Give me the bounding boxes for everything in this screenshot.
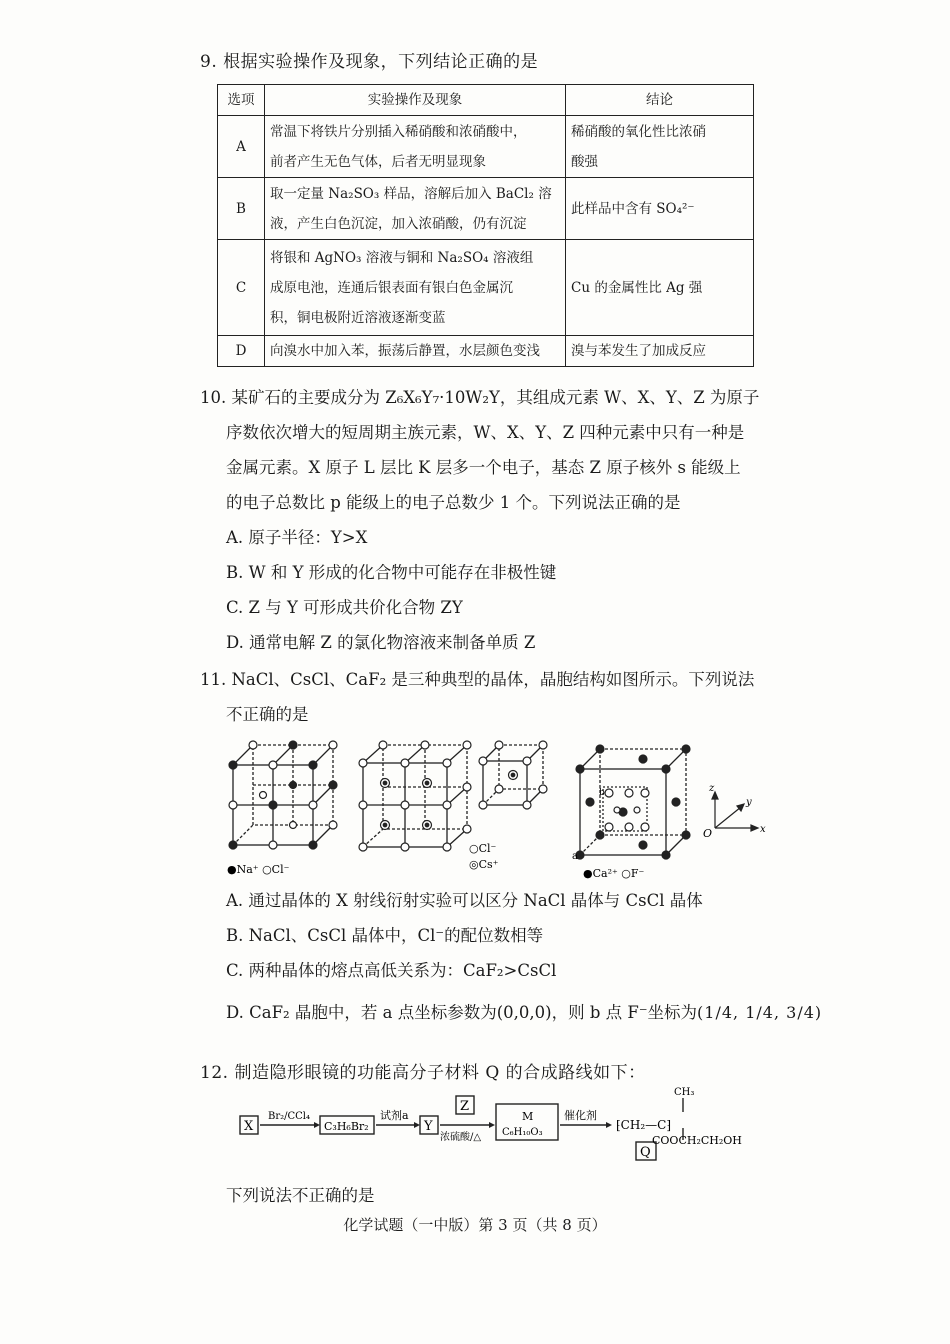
table-row: [218, 240, 754, 336]
cscl-legend-cl: ○Cl⁻: [469, 842, 497, 855]
row-conclusion: [566, 116, 754, 178]
option-d: D. 通常电解 Z 的氯化物溶液来制备单质 Z: [226, 633, 536, 652]
option-c: C. Z 与 Y 可形成共价化合物 ZY: [226, 598, 463, 617]
row-operation-line: 将银和 AgNO₃ 溶液与铜和 Na₂SO₄ 溶液组: [270, 249, 534, 266]
crystal-structures-figure: [215, 735, 775, 880]
row-conclusion: 溴与苯发生了加成反应: [566, 336, 754, 367]
nacl-unit-cell: [233, 745, 333, 845]
step2-reagent: 试剂a: [380, 1109, 409, 1122]
option-c: C. 两种晶体的熔点高低关系为：CaF₂>CsCl: [226, 961, 557, 980]
option-d-text: D. CaF₂ 晶胞中，若 a 点坐标参数为(0,0,0)，则 b 点 F⁻坐标为: [226, 1003, 698, 1022]
header-option: 选项: [218, 85, 265, 116]
point-b-label: b: [599, 788, 605, 798]
axis-x-label: x: [760, 824, 766, 835]
row-operation-line: 前者产生无色气体，后者无明显现象: [270, 153, 486, 170]
option-d: [226, 988, 822, 1038]
ch3-group: CH₃: [674, 1087, 695, 1098]
option-b: B. W 和 Y 形成的化合物中可能存在非极性键: [226, 563, 557, 582]
option-d-coordinate: (1/4, 1/4, 3/4): [697, 1003, 823, 1022]
caf2-legend: ●Ca²⁺ ○F⁻: [583, 867, 645, 880]
caf2-unit-cell: [580, 749, 686, 855]
q-label: Q: [640, 1145, 651, 1160]
question-10-line: 的电子总数比 p 能级上的电子总数少 1 个。下列说法正确的是: [226, 493, 681, 512]
step1-reagent: Br₂/CCl₄: [268, 1111, 311, 1122]
table-header-row: [218, 85, 754, 116]
question-10: [200, 380, 759, 660]
x-label: X: [244, 1119, 254, 1134]
row-conclusion-line: 稀硝酸的氧化性比浓硝: [571, 123, 706, 140]
row-option: D: [218, 336, 265, 367]
row-conclusion: 此样品中含有 SO₄²⁻: [566, 178, 754, 240]
option-a: A. 通过晶体的 X 射线衍射实验可以区分 NaCl 晶体与 CsCl 晶体: [226, 891, 703, 910]
question-10-line: 序数依次增大的短周期主族元素，W、X、Y、Z 四种元素中只有一种是: [226, 423, 745, 442]
nacl-legend: ●Na⁺ ○Cl⁻: [227, 863, 290, 876]
table-row: [218, 336, 754, 367]
option-b: B. NaCl、CsCl 晶体中，Cl⁻的配位数相等: [226, 926, 544, 945]
row-conclusion-line: 酸强: [571, 153, 598, 170]
point-a-label: a: [572, 851, 578, 862]
table-row: [218, 178, 754, 240]
question-11-options: [226, 883, 822, 1038]
y-label: Y: [424, 1119, 433, 1134]
page-footer: 化学试题（一中版）第 3 页（共 8 页）: [343, 1216, 607, 1234]
axis-origin-label: O: [703, 827, 713, 840]
cscl-lattice-ions: [359, 741, 471, 851]
cscl-lattice: [363, 745, 467, 847]
step3-reagent: 浓硫酸/△: [440, 1132, 482, 1143]
question-11-line: 11. NaCl、CsCl、CaF₂ 是三种典型的晶体，晶胞结构如图所示。下列说法: [200, 670, 755, 689]
row-option: C: [218, 240, 265, 336]
question-11-line: 不正确的是: [226, 705, 309, 724]
row-operation-line: 常温下将铁片分别插入稀硝酸和浓硝酸中，: [270, 123, 527, 140]
row-option: B: [218, 178, 265, 240]
row-operation: [265, 178, 566, 240]
row-operation: [265, 240, 566, 336]
question-12-prompt: 下列说法不正确的是: [226, 1186, 375, 1205]
c3h6br2-label: C₃H₆Br₂: [324, 1120, 369, 1133]
header-conclusion: 结论: [566, 85, 754, 116]
row-conclusion: Cu 的金属性比 Ag 强: [566, 240, 754, 336]
table-row: [218, 116, 754, 178]
question-10-line: 金属元素。X 原子 L 层比 K 层多一个电子，基态 Z 原子核外 s 能级上: [226, 458, 741, 477]
synthesis-route: [228, 1082, 768, 1166]
polymer-chain: ⁅CH₂—C⁆: [616, 1118, 672, 1132]
row-operation-line: 液，产生白色沉淀，加入浓硝酸，仍有沉淀: [270, 215, 527, 232]
cscl-legend-cs: ◎Cs⁺: [469, 858, 499, 871]
experiment-table: [217, 84, 754, 367]
row-operation-line: 积，铜电极附近溶液逐渐变蓝: [270, 309, 446, 326]
z-label: Z: [460, 1099, 470, 1114]
row-option: A: [218, 116, 265, 178]
axis-z-label: z: [709, 783, 715, 794]
question-11: [200, 662, 754, 732]
m-formula: C₆H₁₀O₃: [502, 1127, 543, 1138]
question-12-title: 12. 制造隐形眼镜的功能高分子材料 Q 的合成路线如下：: [200, 1063, 646, 1083]
header-operation: 实验操作及现象: [265, 85, 566, 116]
row-operation-line: 取一定量 Na₂SO₃ 样品，溶解后加入 BaCl₂ 溶: [270, 185, 552, 202]
option-a: A. 原子半径：Y>X: [226, 528, 368, 547]
row-operation: [265, 116, 566, 178]
m-label: M: [522, 1110, 534, 1123]
question-10-line: 10. 某矿石的主要成分为 Z₆X₆Y₇·10W₂Y，其组成元素 W、X、Y、Z 为原子: [200, 388, 760, 407]
question-9-title: 9. 根据实验操作及现象，下列结论正确的是: [200, 52, 539, 72]
row-operation: 向溴水中加入苯，振荡后静置，水层颜色变浅: [265, 336, 566, 367]
step4-reagent: 催化剂: [564, 1109, 597, 1122]
row-operation-line: 成原电池，连通后银表面有银白色金属沉: [270, 279, 513, 296]
ester-group: COOCH₂CH₂OH: [652, 1134, 742, 1147]
axis-y-label: y: [746, 797, 752, 808]
